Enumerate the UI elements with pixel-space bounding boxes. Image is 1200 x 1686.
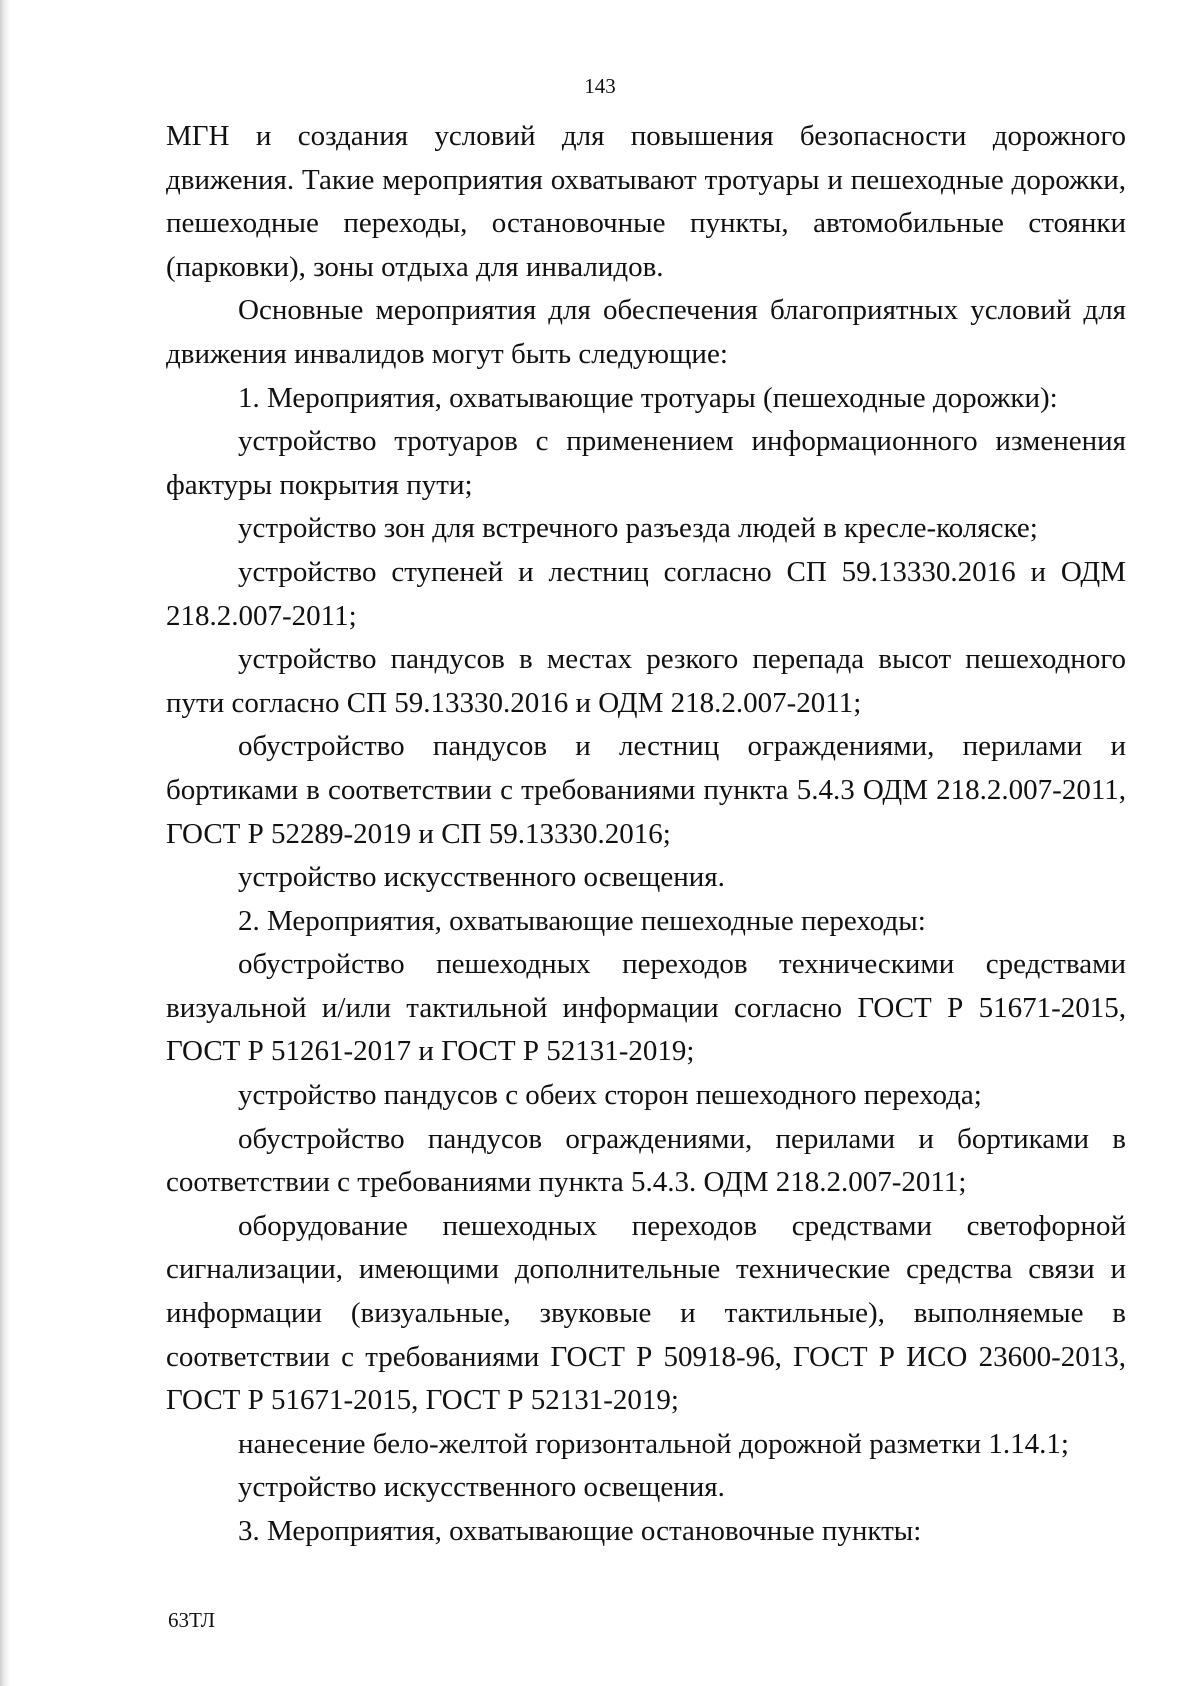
list-item: обустройство пандусов ограждениями, перилами и бортиками в соответствии с требованиями пункта 5.4.3. ОДМ 218.2.007-2011; — [166, 1122, 1126, 1199]
list-item: устройство ступеней и лестниц согласно СП 59.13330.2016 и ОДМ 218.2.007-2011; — [166, 555, 1126, 632]
page-number: 143 — [584, 74, 616, 98]
list-item: обустройство пандусов и лестниц ограждениями, перилами и бортиками в соответствии с требованиями пункта 5.4.3 ОДМ 218.2.007-2011, ГОСТ Р 52289-2019 и СП 59.13330.2016; — [166, 730, 1126, 850]
list-item: оборудование пешеходных переходов средствами светофорной сигнализации, имеющими дополнительные технические средства связи и информации (визуальные, звуковые и тактильные), выполняемые в соответствии с требованиями ГОСТ Р 50918-96, ГОСТ Р ИСО 23600-2013, ГОСТ Р 51671-2015, ГОСТ Р 52131-2019; — [166, 1209, 1126, 1417]
list-item: нанесение бело-желтой горизонтальной дорожной разметки 1.14.1; — [238, 1427, 1069, 1460]
document-body — [166, 115, 1126, 1554]
list-item: устройство зон для встречного разъезда людей в кресле-коляске; — [238, 512, 1038, 545]
list-item: устройство искусственного освещения. — [238, 861, 725, 894]
paragraph: МГН и создания условий для повышения безопасности дорожного движения. Такие мероприятия охватывают тротуары и пешеходные дорожки, пешеходные переходы, остановочные пункты, автомобильные стоянки (парковки), зоны отдыха для инвалидов. — [166, 120, 1126, 283]
list-item: устройство пандусов с обеих сторон пешеходного перехода; — [238, 1079, 982, 1112]
document-code: 63ТЛ — [168, 1608, 216, 1632]
scan-binding-edge — [0, 0, 10, 1686]
list-item: устройство искусственного освещения. — [238, 1471, 725, 1504]
list-item: устройство тротуаров с применением информационного изменения фактуры покрытия пути; — [166, 425, 1126, 501]
list-heading: 2. Мероприятия, охватывающие пешеходные переходы: — [238, 904, 926, 937]
list-heading: 1. Мероприятия, охватывающие тротуары (пешеходные дорожки): — [238, 381, 1058, 414]
list-item: устройство пандусов в местах резкого перепада высот пешеходного пути согласно СП 59.13330.2016 и ОДМ 218.2.007-2011; — [166, 643, 1126, 719]
paragraph: Основные мероприятия для обеспечения благоприятных условий для движения инвалидов могут быть следующие: — [166, 294, 1126, 370]
list-heading: 3. Мероприятия, охватывающие остановочные пункты: — [238, 1515, 922, 1547]
list-item: обустройство пешеходных переходов техническими средствами визуальной и/или тактильной информации согласно ГОСТ Р 51671-2015, ГОСТ Р 51261-2017 и ГОСТ Р 52131-2019; — [166, 948, 1126, 1068]
